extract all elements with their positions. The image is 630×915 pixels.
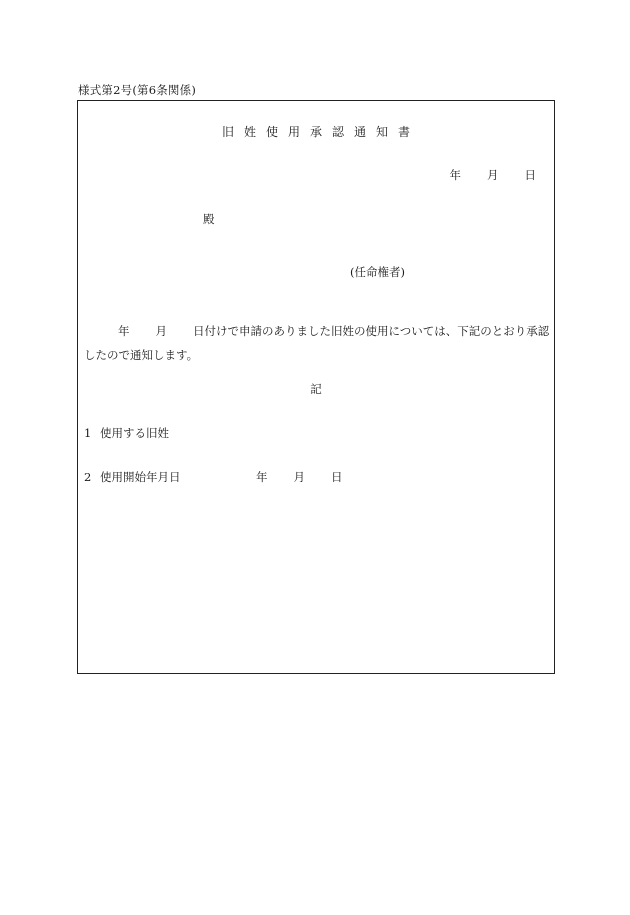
form-number-label: 様式第2号(第6条関係) <box>78 83 197 97</box>
appointing-authority: (任命権者) <box>350 265 405 279</box>
document-frame <box>77 100 555 674</box>
item-maiden-name <box>84 425 169 441</box>
body-month: 月 <box>155 324 167 338</box>
start-date-month: 月 <box>293 470 305 484</box>
item-number: 1 <box>84 426 92 440</box>
notice-body <box>84 319 550 367</box>
issue-date <box>450 167 537 183</box>
item-label: 使用開始年月日 <box>100 470 181 484</box>
ki-heading: 記 <box>310 382 322 396</box>
document-title: 旧姓使用承認通知書 <box>221 125 420 139</box>
issue-date-day: 日 <box>524 168 536 182</box>
addressee-honorific: 殿 <box>203 212 215 226</box>
body-year: 年 <box>118 324 130 338</box>
start-date-year: 年 <box>256 470 268 484</box>
item-number: 2 <box>84 470 92 484</box>
issue-date-year: 年 <box>449 168 461 182</box>
issue-date-month: 月 <box>487 168 499 182</box>
item-start-date <box>84 469 343 485</box>
start-date-fields <box>256 469 343 485</box>
start-date-day: 日 <box>331 470 343 484</box>
body-text: 日付けで申請のありました旧姓の使用については、下記のとおり承認したので通知します。 <box>84 324 550 362</box>
item-label: 使用する旧姓 <box>100 426 169 440</box>
